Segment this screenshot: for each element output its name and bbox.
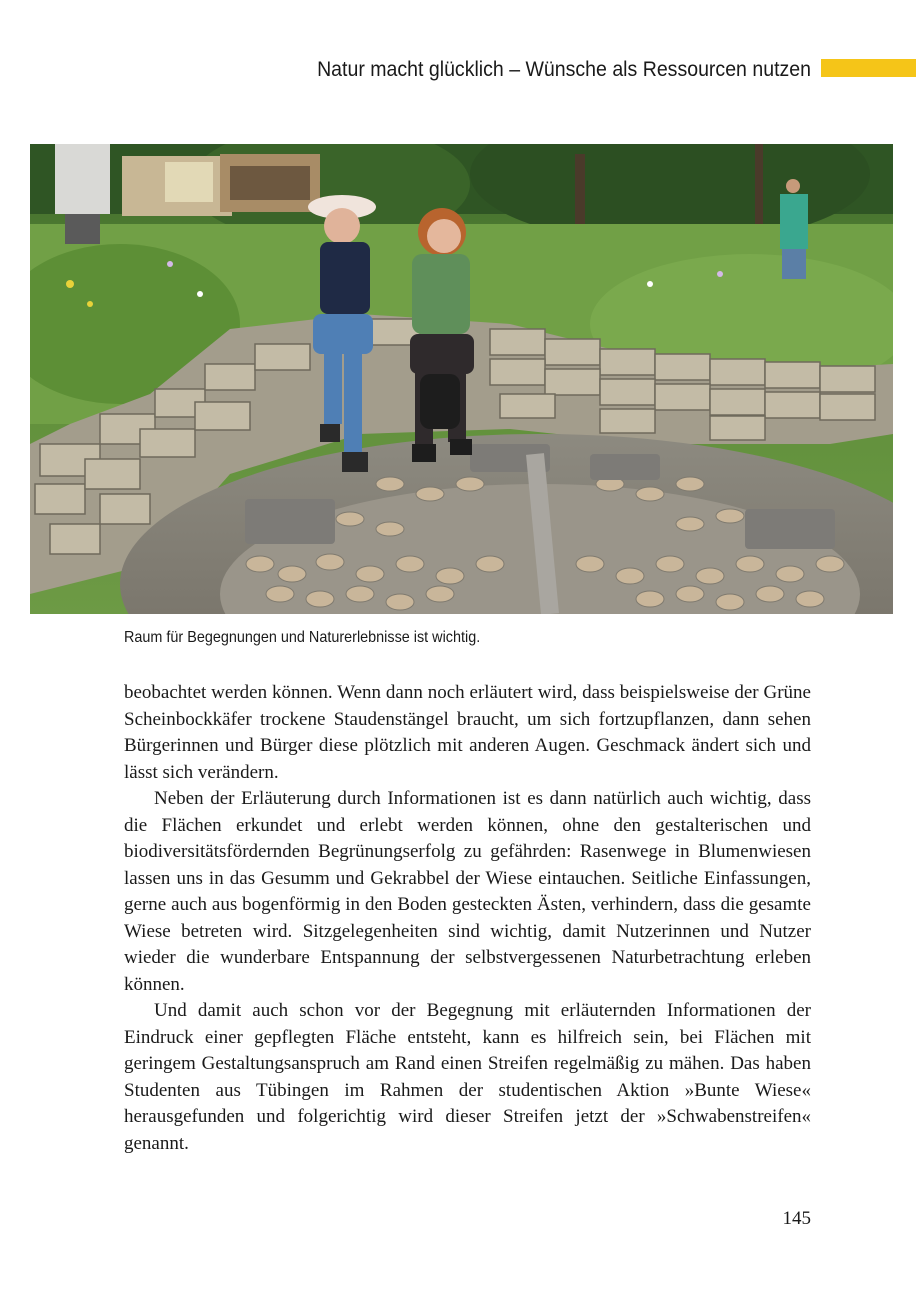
slab: [745, 509, 835, 549]
running-head-title: Natur macht glücklich – Wünsche als Ressourcen nutzen: [317, 58, 811, 81]
slab: [590, 454, 660, 480]
figure-caption: Raum für Begegnungen und Naturerlebnisse ist wichtig.: [124, 629, 481, 646]
slab: [245, 499, 335, 544]
info-sign-panel: [165, 162, 213, 202]
paragraph: Neben der Erläuterung durch Informationen ist es dann natürlich auch wichtig, dass die Flächen erkundet und erlebt werden können, ohne den gestalterischen und biodiversitätsfördernden Begrünungserfolg zu gefährden: Rasenwege in Blumenwiesen lassen uns in das Gesumm und Gekrabbel der Wiese eintauchen. Seitliche Einfassungen, gerne auch aus bogenförmig in den Boden gesteckten Ästen, verhindern, dass die gesamte Wiese betreten wird. Sitzgelegenheiten sind wichtig, damit Nutzerinnen und Nutzer wieder die wunderbare Entspannung der selbstvergessenen Naturbetrachtung erleben können.: [124, 788, 811, 995]
page-number: 145: [782, 1208, 811, 1229]
garden-photo: [30, 144, 893, 614]
body-text: [124, 680, 811, 1157]
person-right-background: [780, 179, 808, 279]
paragraph: Und damit auch schon vor der Begegnung mit erläuternden Informationen der Eindruck einer gepflegten Fläche entsteht, kann es hilfreich sein, bei Flächen mit geringem Gestaltungsanspruch am Rand einen Streifen regelmäßig zu mähen. Das haben Studenten aus Tübingen im Rahmen der studentischen Aktion »Bunte Wiese« herausgefunden und folgerichtig wird dieser Streifen jetzt der »Schwabenstreifen« genannt.: [124, 1000, 811, 1154]
header-accent-bar: [821, 59, 916, 77]
paragraph: beobachtet werden können. Wenn dann noch erläutert wird, dass beispielsweise der Grüne Scheinbockkäfer trockene Staudenstängel braucht, um sich fortzupflanzen, dann sehen Bürgerinnen und Bürger diese plötzlich mit anderen Augen. Geschmack ändert sich und lässt sich verändern.: [124, 682, 811, 783]
